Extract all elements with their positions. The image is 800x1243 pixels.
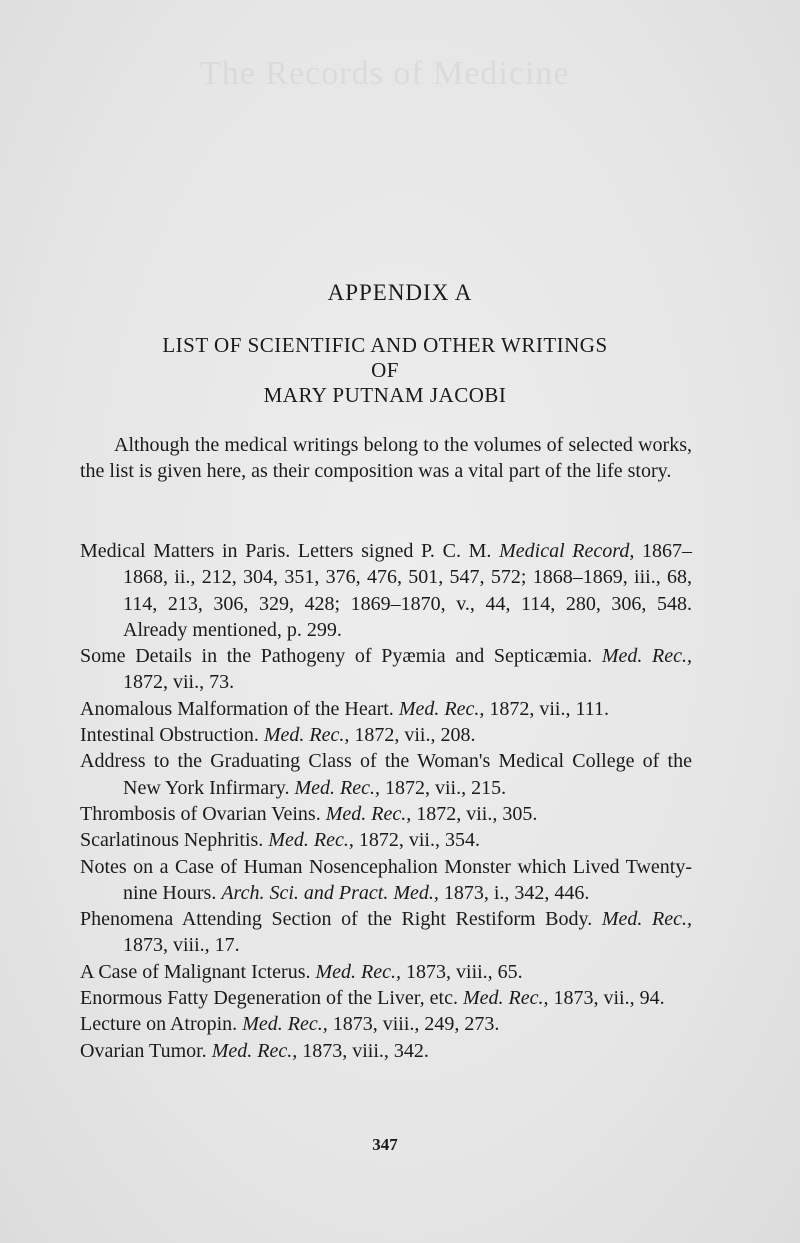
entry-source: Med. Rec., — [263, 724, 350, 747]
entry-title: Notes on a Case of Human Nosencephalion Monster which Lived Twenty-nine Hours. — [80, 855, 692, 904]
writings-list — [80, 538, 692, 1064]
entry-title: Scarlatinous Nephritis. — [80, 829, 264, 852]
entry-source: Med. Rec., — [325, 802, 412, 825]
entry-title: Anomalous Malformation of the Heart. — [80, 697, 394, 720]
entry-title: A Case of Malignant Icterus. — [80, 960, 311, 983]
list-item — [80, 748, 692, 801]
list-heading-line-2: OF — [371, 358, 399, 382]
entry-title: Address to the Graduating Class of the Woman's Medical College of the New York Infirmary. — [80, 750, 692, 799]
list-heading-line-3: MARY PUTNAM JACOBI — [263, 383, 507, 407]
entry-details: 1873, viii., 65. — [406, 960, 523, 983]
list-item — [80, 959, 692, 985]
entry-title: Lecture on Atropin. — [80, 1013, 238, 1036]
entry-source: Med. Rec., — [601, 908, 693, 931]
entry-title: Ovarian Tumor. — [80, 1039, 207, 1062]
entry-details: 1867–1868, ii., 212, 304, 351, 376, 476, 501, 547, 572; 1868–1869, iii., 68, 114, 213, 306, 329, 428; 1869–1870, v., 44, 114, 280, 306, 548. Already mentioned, p. 299. — [123, 540, 693, 641]
list-item — [80, 643, 692, 696]
page-number: 347 — [372, 1135, 398, 1154]
entry-details: 1873, vii., 94. — [553, 987, 665, 1010]
entry-details: 1872, vii., 73. — [123, 671, 235, 694]
list-item — [80, 985, 692, 1011]
entry-title: Phenomena Attending Section of the Right Restiform Body. — [80, 908, 593, 931]
entry-source: Med. Rec., — [315, 960, 402, 983]
list-item — [80, 1011, 692, 1037]
entry-title: Intestinal Obstruction. — [80, 724, 259, 747]
entry-source: Med. Rec., — [398, 697, 485, 720]
entry-title: Medical Matters in Paris. Letters signed P. C. M. — [80, 540, 492, 562]
entry-source: Med. Rec., — [294, 776, 380, 799]
entry-details: 1872, vii., 215. — [384, 776, 507, 799]
entry-details: 1872, vii., 354. — [358, 829, 480, 852]
entry-details: 1873, viii., 249, 273. — [332, 1013, 500, 1036]
list-item — [80, 696, 692, 722]
entry-title: Some Details in the Pathogeny of Pyæmia and Septicæmia. — [80, 645, 593, 668]
entry-title: Enormous Fatty Degeneration of the Liver, etc. — [80, 987, 458, 1010]
list-item — [80, 722, 692, 748]
entry-source: Med. Rec., — [462, 987, 549, 1010]
entry-source: Medical Record, — [499, 540, 635, 562]
entry-details: 1873, i., 342, 446. — [443, 881, 590, 904]
entry-source: Med. Rec., — [268, 829, 354, 852]
list-item — [80, 801, 692, 827]
entry-details: 1872, vii., 208. — [354, 724, 476, 747]
entry-source: Med. Rec., — [242, 1013, 328, 1036]
entry-details: 1873, viii., 342. — [302, 1039, 429, 1062]
entry-source: Med. Rec., — [601, 645, 692, 668]
entry-title: Thrombosis of Ovarian Veins. — [80, 802, 321, 825]
appendix-title: APPENDIX A — [327, 280, 473, 305]
entry-source: Arch. Sci. and Pract. Med., — [221, 881, 439, 904]
list-item — [80, 1038, 692, 1064]
entry-details: 1873, viii., 17. — [123, 934, 240, 957]
list-item — [80, 906, 692, 959]
entry-source: Med. Rec., — [211, 1039, 298, 1062]
entry-details: 1872, vii., 305. — [416, 802, 538, 825]
entry-details: 1872, vii., 111. — [489, 697, 609, 720]
list-heading-line-1: LIST OF SCIENTIFIC AND OTHER WRITINGS — [162, 333, 608, 357]
list-item — [80, 827, 692, 853]
intro-paragraph: Although the medical writings belong to the volumes of selected works, the list is given here, as their composition was a vital part of the life story. — [80, 434, 692, 482]
bleed-through-text: The Records of Medicine — [200, 55, 570, 92]
list-item — [80, 538, 692, 643]
list-item — [80, 854, 692, 907]
